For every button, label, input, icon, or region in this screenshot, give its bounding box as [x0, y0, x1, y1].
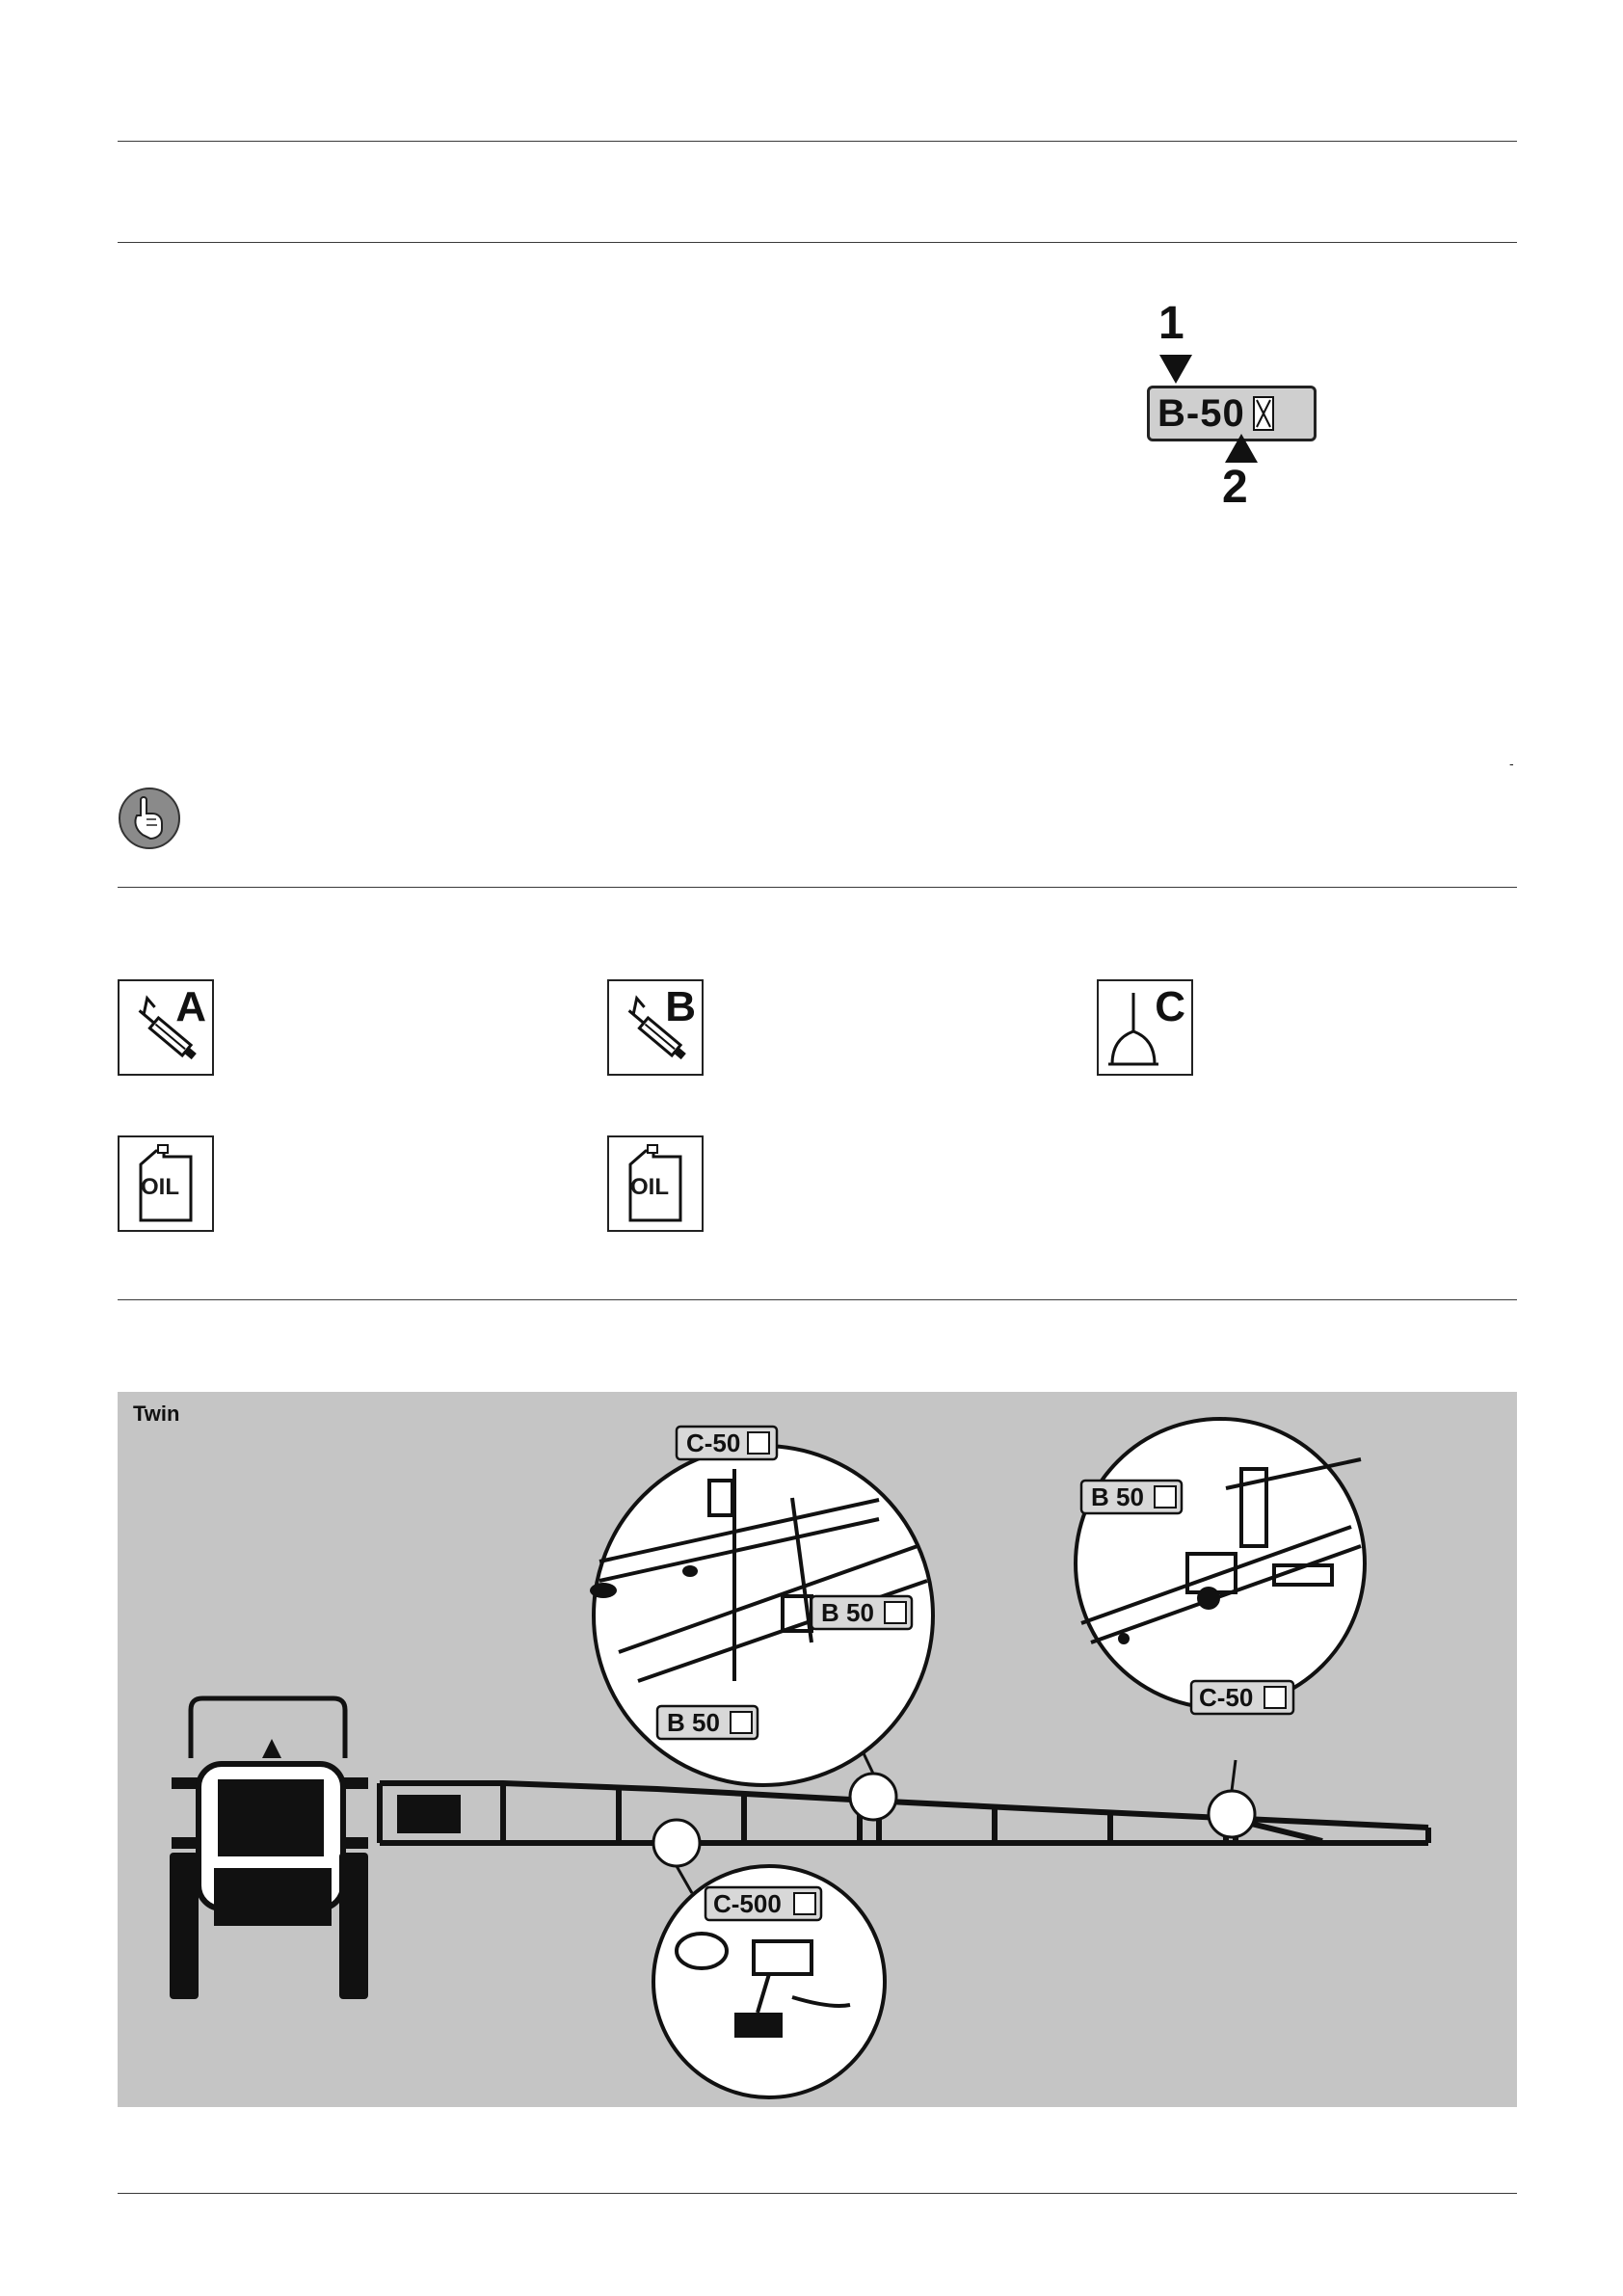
lubricant-b-tile [607, 979, 704, 1076]
label-text-c50-right: C-50 [1199, 1683, 1254, 1712]
lubricant-a-tile [118, 979, 214, 1076]
arrow-down-icon [1159, 355, 1192, 384]
lubricant-letter-b: B [665, 983, 696, 1030]
callout-2: 2 [1222, 462, 1248, 513]
boom-frame [380, 1783, 1428, 1843]
arrow-up-icon [1225, 434, 1258, 463]
detail-circle-outer-joint [1076, 1419, 1365, 1708]
lubricant-c-tile [1097, 979, 1193, 1076]
pointing-hand-icon [118, 787, 181, 850]
label-c500 [705, 1887, 821, 1920]
oil-d-tile [118, 1135, 214, 1232]
note-mark: - [1509, 756, 1514, 771]
label-text-b50-right: B 50 [1091, 1482, 1144, 1511]
label-text-b50-mid: B 50 [821, 1598, 874, 1627]
twin-boom-drawing [118, 1392, 1517, 2107]
callout-1: 1 [1158, 298, 1184, 349]
label-text-c500: C-500 [713, 1889, 782, 1918]
top-rule [118, 141, 1517, 142]
twin-boom-diagram [118, 1392, 1517, 2107]
label-c50-right [1191, 1681, 1293, 1714]
oil-d-label: OIL [141, 1174, 179, 1200]
lubricant-letter-c: C [1155, 983, 1185, 1030]
header-rule [118, 242, 1517, 243]
diagram-title: Twin [133, 1402, 180, 1426]
label-b50-mid [812, 1596, 912, 1629]
label-c50-top [677, 1427, 777, 1459]
section-rule-2 [118, 1299, 1517, 1300]
oil-e-label: OIL [630, 1174, 669, 1200]
label-b50-low [657, 1706, 758, 1739]
section-rule-1 [118, 887, 1517, 888]
tractor-icon [170, 1698, 368, 1999]
label-text-b50-low: B 50 [667, 1708, 720, 1737]
label-b50-right [1081, 1481, 1182, 1513]
hourglass-icon [1253, 396, 1274, 431]
label-text-c50-top: C-50 [686, 1428, 741, 1457]
lubricant-letter-a: A [175, 983, 206, 1030]
oil-e-tile [607, 1135, 704, 1232]
label-code: B-50 [1157, 391, 1245, 435]
footer-rule [118, 2193, 1517, 2194]
